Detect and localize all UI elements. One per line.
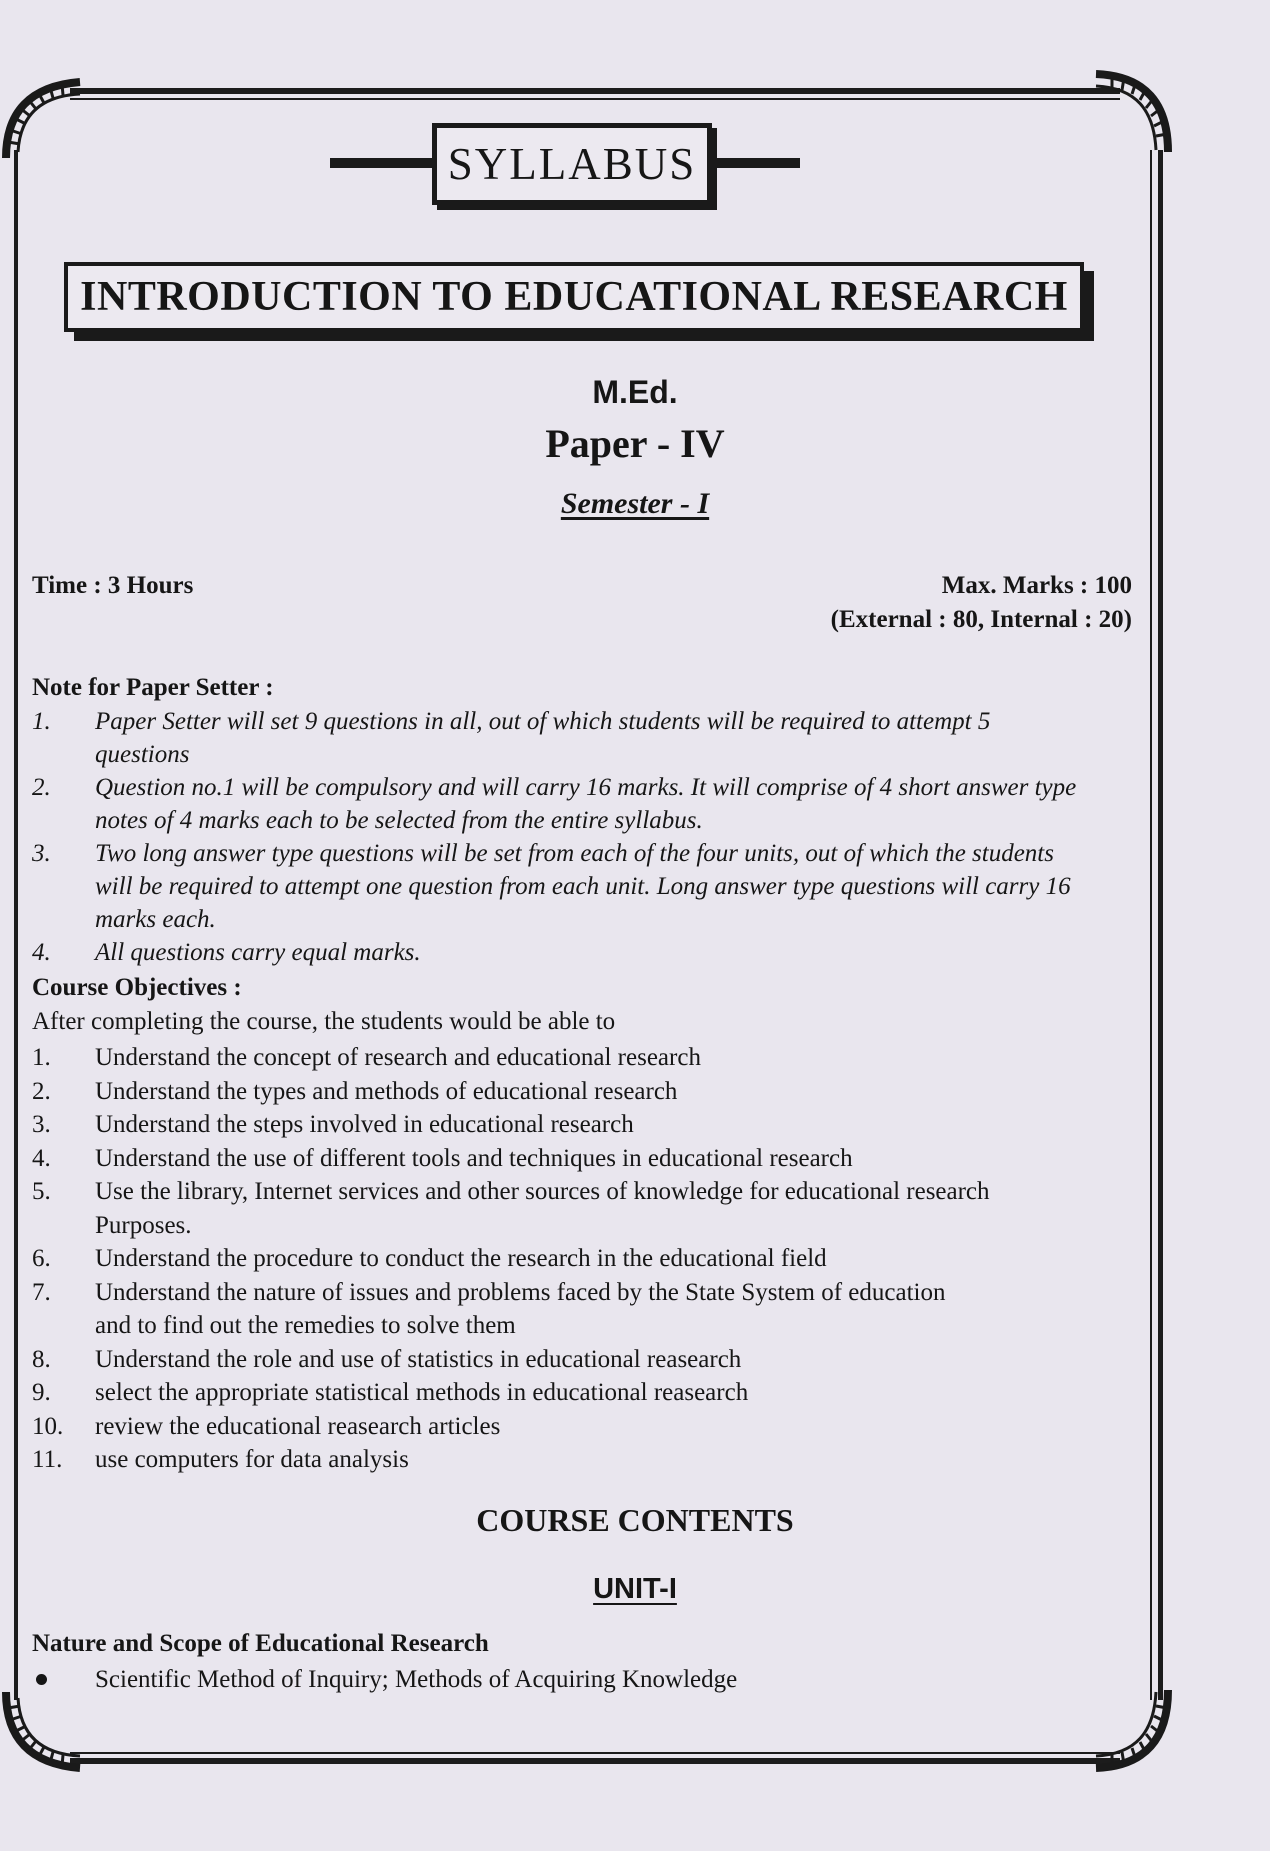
objectives-intro: After completing the course, the students would be able to	[32, 1008, 616, 1035]
objective-number: 10.	[32, 1412, 64, 1440]
note-item	[32, 771, 1132, 837]
objective-number: 7.	[32, 1278, 51, 1306]
bullet-text: Scientific Method of Inquiry; Methods of Acquiring Knowledge	[95, 1666, 738, 1693]
objective-line: use computers for data analysis	[95, 1446, 409, 1473]
syllabus-header	[330, 120, 800, 200]
objective-number: 4.	[32, 1144, 51, 1172]
semester-label: Semester - I	[560, 487, 710, 520]
objectives-list	[32, 1041, 1132, 1477]
unit-heading: UNIT-I	[593, 1573, 677, 1605]
note-number: 1.	[32, 708, 51, 735]
objective-line: Understand the procedure to conduct the research in the educational field	[95, 1245, 827, 1272]
objective-number: 1.	[32, 1044, 51, 1071]
objective-line: Understand the concept of research and educational research	[95, 1044, 701, 1071]
objective-item	[32, 1242, 1132, 1276]
note-line: All questions carry equal marks.	[95, 939, 421, 966]
note-line: Paper Setter will set 9 questions in all, out of which students will be required to attempt 5	[95, 708, 991, 735]
objective-line: Understand the nature of issues and problems faced by the State System of education	[95, 1278, 946, 1306]
bullet-icon	[36, 1674, 47, 1685]
objective-item	[32, 1142, 1132, 1176]
corner-ornament-top-right	[1090, 64, 1176, 154]
syllabus-heading: SYLLABUS	[432, 123, 712, 205]
corner-ornament-top-left	[0, 72, 86, 162]
note-list	[32, 705, 1132, 969]
frame-top-line	[70, 88, 1120, 94]
note-item	[32, 837, 1132, 936]
frame-bottom-line-thin	[70, 1752, 1120, 1754]
objective-item	[32, 1075, 1132, 1109]
objective-line: Purposes.	[95, 1211, 192, 1239]
note-line: Two long answer type questions will be set from each of the four units, out of which the students	[95, 840, 1054, 867]
objective-line: Understand the use of different tools and techniques in educational research	[95, 1144, 853, 1172]
objective-item	[32, 1410, 1132, 1444]
note-number: 3.	[32, 840, 51, 867]
corner-ornament-bottom-left	[0, 1688, 86, 1778]
bullet-item	[32, 1663, 1132, 1697]
objective-line: Understand the steps involved in educational research	[95, 1111, 634, 1138]
syllabus-bar-right	[702, 158, 800, 168]
contents-bullets	[32, 1663, 1132, 1697]
objective-number: 3.	[32, 1111, 51, 1138]
objective-number: 9.	[32, 1379, 51, 1406]
section-heading: Nature and Scope of Educational Research	[32, 1630, 489, 1657]
max-marks: Max. Marks : 100	[941, 572, 1132, 599]
note-line: Question no.1 will be compulsory and will carry 16 marks. It will comprise of 4 short answer type	[95, 774, 1077, 801]
note-line: will be required to attempt one question from each unit. Long answer type questions will carry 16	[95, 873, 1071, 900]
objective-item	[32, 1041, 1132, 1075]
objective-line: review the educational reasearch articles	[95, 1412, 501, 1440]
frame-top-line-thin	[70, 98, 1120, 100]
objective-number: 6.	[32, 1245, 51, 1272]
note-item	[32, 936, 1132, 969]
corner-ornament-bottom-right	[1090, 1688, 1176, 1778]
objective-number: 5.	[32, 1178, 51, 1205]
objective-item	[32, 1108, 1132, 1142]
note-line: notes of 4 marks each to be selected from the entire syllabus.	[95, 807, 703, 834]
frame-bottom-line	[70, 1758, 1120, 1764]
objective-line: Use the library, Internet services and other sources of knowledge for educational research	[95, 1178, 990, 1205]
objectives-heading: Course Objectives :	[32, 974, 242, 1001]
objective-item	[32, 1175, 1132, 1242]
objective-number: 2.	[32, 1077, 51, 1105]
objective-line: Understand the role and use of statistics in educational reasearch	[95, 1345, 742, 1373]
objective-number: 11.	[32, 1446, 63, 1473]
program-label: M.Ed.	[592, 374, 678, 410]
marks-split: (External : 80, Internal : 20)	[830, 606, 1132, 633]
syllabus-bar-left	[330, 158, 434, 168]
note-number: 2.	[32, 774, 51, 801]
objective-line: and to find out the remedies to solve them	[95, 1312, 516, 1339]
objective-line: Understand the types and methods of educational research	[95, 1077, 678, 1105]
course-contents-heading: COURSE CONTENTS	[476, 1502, 794, 1538]
objective-item	[32, 1376, 1132, 1410]
note-heading: Note for Paper Setter :	[32, 674, 274, 701]
note-line: questions	[95, 741, 190, 768]
course-title: INTRODUCTION TO EDUCATIONAL RESEARCH	[64, 262, 1084, 332]
objective-line: select the appropriate statistical methods in educational reasearch	[95, 1379, 749, 1406]
objective-item	[32, 1343, 1132, 1377]
objective-item	[32, 1276, 1132, 1343]
objective-number: 8.	[32, 1345, 51, 1373]
paper-label: Paper - IV	[545, 421, 725, 466]
note-item	[32, 705, 1132, 771]
note-line: marks each.	[95, 906, 216, 933]
time-info: Time : 3 Hours	[32, 572, 194, 599]
note-number: 4.	[32, 939, 51, 966]
objective-item	[32, 1443, 1132, 1477]
